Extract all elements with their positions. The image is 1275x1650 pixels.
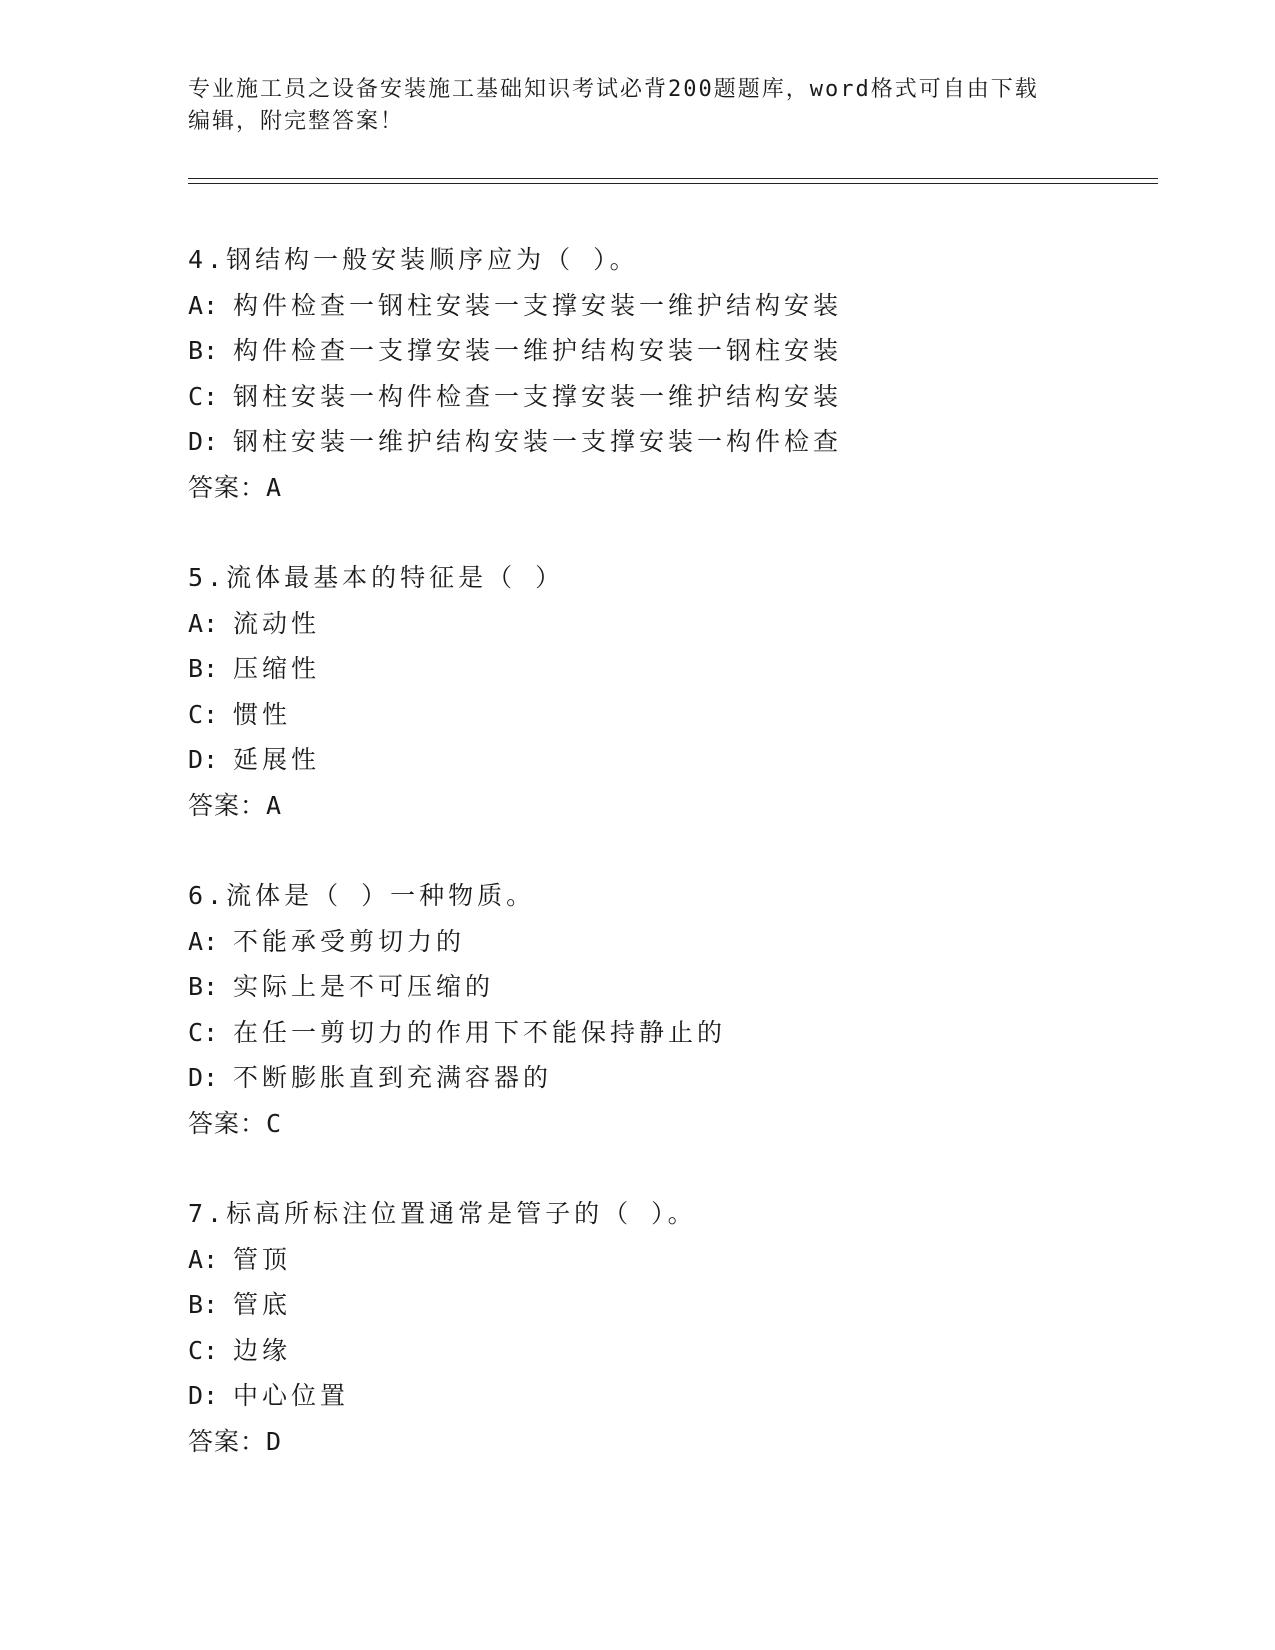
option-c: [188, 1010, 1188, 1056]
option-d: [188, 1373, 1188, 1419]
answer-label: 答案：: [188, 1426, 267, 1456]
header-divider-bottom: [188, 183, 1158, 184]
answer-value: D: [266, 1426, 283, 1456]
option-b: [188, 646, 1188, 692]
option-key: D:: [188, 1063, 219, 1092]
option-text: 边缘: [233, 1335, 292, 1365]
option-key: A:: [188, 608, 219, 638]
option-key: C:: [188, 1335, 219, 1365]
answer-label: 答案：: [188, 472, 267, 502]
option-text: 不能承受剪切力的: [233, 926, 466, 956]
option-key: C:: [188, 699, 219, 729]
answer-value: A: [266, 472, 283, 502]
question-stem: 6.流体是（ ）一种物质。: [188, 881, 536, 910]
option-b: [188, 1282, 1188, 1328]
header-line-2: 编辑，附完整答案！: [188, 109, 405, 134]
option-text: 流动性: [233, 608, 321, 638]
option-key: D:: [188, 427, 219, 456]
option-text: 管顶: [233, 1244, 292, 1274]
answer-line: [188, 1101, 1188, 1147]
option-text: 钢柱安装一维护结构安装一支撑安装一构件检查: [233, 427, 843, 456]
option-b: [188, 328, 1188, 374]
option-key: C:: [188, 1017, 219, 1047]
answer-value: C: [266, 1108, 283, 1138]
option-text: 构件检查一钢柱安装一支撑安装一维护结构安装: [233, 290, 843, 320]
option-c: [188, 1328, 1188, 1374]
option-text: 不断膨胀直到充满容器的: [233, 1063, 553, 1092]
document-header: [188, 74, 1088, 138]
question-stem: 5.流体最基本的特征是（ ）: [188, 563, 565, 592]
option-key: C:: [188, 381, 219, 411]
option-text: 延展性: [233, 745, 321, 774]
question-6: [188, 873, 1188, 1146]
question-7: [188, 1191, 1188, 1464]
option-text: 压缩性: [233, 654, 321, 683]
option-text: 实际上是不可压缩的: [233, 972, 495, 1001]
question-4: [188, 237, 1188, 510]
answer-label: 答案：: [188, 1108, 267, 1138]
option-d: [188, 737, 1188, 783]
option-key: B:: [188, 654, 219, 683]
question-stem: 7.标高所标注位置通常是管子的（ ）。: [188, 1199, 697, 1228]
answer-value: A: [266, 790, 283, 820]
option-key: D:: [188, 745, 219, 774]
question-5: [188, 555, 1188, 828]
option-key: B:: [188, 972, 219, 1001]
option-b: [188, 964, 1188, 1010]
option-a: [188, 1237, 1188, 1283]
option-key: B:: [188, 1290, 219, 1319]
option-text: 中心位置: [233, 1381, 350, 1410]
option-c: [188, 692, 1188, 738]
option-a: [188, 919, 1188, 965]
option-key: B:: [188, 336, 219, 365]
option-key: D:: [188, 1381, 219, 1410]
option-text: 惯性: [233, 699, 292, 729]
option-key: A:: [188, 1244, 219, 1274]
answer-line: [188, 465, 1188, 511]
option-key: A:: [188, 290, 219, 320]
option-text: 管底: [233, 1290, 292, 1319]
option-key: A:: [188, 926, 219, 956]
option-text: 钢柱安装一构件检查一支撑安装一维护结构安装: [233, 381, 843, 411]
answer-line: [188, 1419, 1188, 1465]
option-c: [188, 374, 1188, 420]
option-text: 构件检查一支撑安装一维护结构安装一钢柱安装: [233, 336, 843, 365]
option-d: [188, 419, 1188, 465]
question-list: [188, 237, 1188, 1509]
option-a: [188, 283, 1188, 329]
answer-label: 答案：: [188, 790, 267, 820]
option-a: [188, 601, 1188, 647]
option-d: [188, 1055, 1188, 1101]
header-line-1: 专业施工员之设备安装施工基础知识考试必背200题题库，word格式可自由下载: [188, 77, 1039, 102]
answer-line: [188, 783, 1188, 829]
option-text: 在任一剪切力的作用下不能保持静止的: [233, 1017, 727, 1047]
question-stem: 4.钢结构一般安装顺序应为（ ）。: [188, 245, 639, 274]
header-divider-top: [188, 178, 1158, 179]
